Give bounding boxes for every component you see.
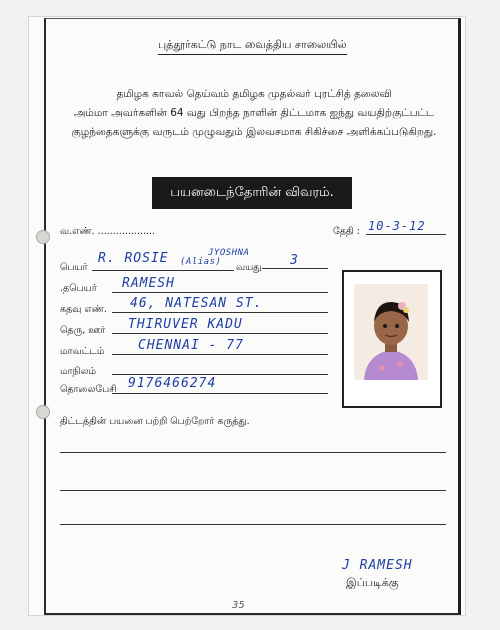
street-value: THIRUVER KADU [128, 317, 243, 332]
street-underline [112, 333, 328, 334]
feedback-line-1 [60, 452, 446, 453]
signature-value: J RAMESH [342, 558, 413, 573]
district-underline [112, 354, 328, 355]
date-underline [366, 234, 446, 235]
punch-hole-top [36, 230, 50, 244]
date-value: 10-3-12 [368, 219, 426, 233]
father-value: RAMESH [122, 276, 175, 291]
feedback-line-3 [60, 524, 446, 525]
father-underline [112, 292, 328, 293]
phone-value: 9176466274 [128, 376, 217, 391]
ref-no-label-text: வ.எண். [60, 226, 95, 237]
door-no-underline [112, 312, 328, 313]
photo-frame [342, 270, 442, 408]
feedback-label: திட்டத்தின் பயனை பற்றி பெற்றோர் கருத்து. [60, 416, 250, 427]
signature-label: இப்படிக்கு [346, 576, 399, 589]
phone-label: தொலைபேசி [60, 384, 117, 395]
door-no-value: 46, NATESAN ST. [130, 296, 263, 311]
intro-line-2: அம்மா அவர்களின் 64 வது பிறந்த நாளின் திட்டமாக ஐந்து வயதிற்குட்பட்ட [73, 107, 435, 119]
district-label: மாவட்டம் [60, 346, 105, 357]
name-underline [92, 270, 234, 271]
state-underline [112, 374, 328, 375]
age-underline [262, 268, 328, 269]
beneficiary-banner: பயனடைந்தோரின் விவரம். [152, 177, 352, 209]
document-header: புத்தூர்கட்டு நாட வைத்திய சாலையில் [158, 38, 347, 55]
father-label: .தபெயர் [60, 283, 97, 294]
intro-line-3: குழந்தைகளுக்கு வருடம் முழுவதும் இலவசமாக சிகிச்சை அளிக்கப்படுகிறது. [71, 126, 437, 138]
name-alias: (Alias) [180, 257, 222, 267]
ref-no-label [60, 226, 155, 238]
age-label: வயது [236, 262, 262, 273]
ref-no-dots: ................... [97, 226, 156, 237]
state-label: மாநிலம் [60, 366, 97, 377]
name-alt: JYOSHNA [208, 248, 250, 258]
punch-hole-bottom [36, 405, 50, 419]
intro-line-1: தமிழக காவல் தெய்வம் தமிழக முதல்வர் புரட்சித் தலைவி [116, 88, 392, 100]
district-value: CHENNAI - 77 [138, 338, 244, 353]
street-label: தெரு, ஊர் [60, 325, 106, 336]
age-value: 3 [290, 253, 299, 268]
child-portrait-image [354, 284, 428, 380]
child-photo [354, 284, 428, 380]
phone-underline [112, 393, 328, 394]
page-number: 35 [232, 600, 245, 611]
door-no-label: கதவு எண். [60, 304, 107, 315]
date-label: தேதி : [333, 226, 360, 237]
feedback-line-2 [60, 490, 446, 491]
name-label: பெயர் [60, 262, 88, 273]
name-value: R. ROSIE [98, 251, 169, 266]
